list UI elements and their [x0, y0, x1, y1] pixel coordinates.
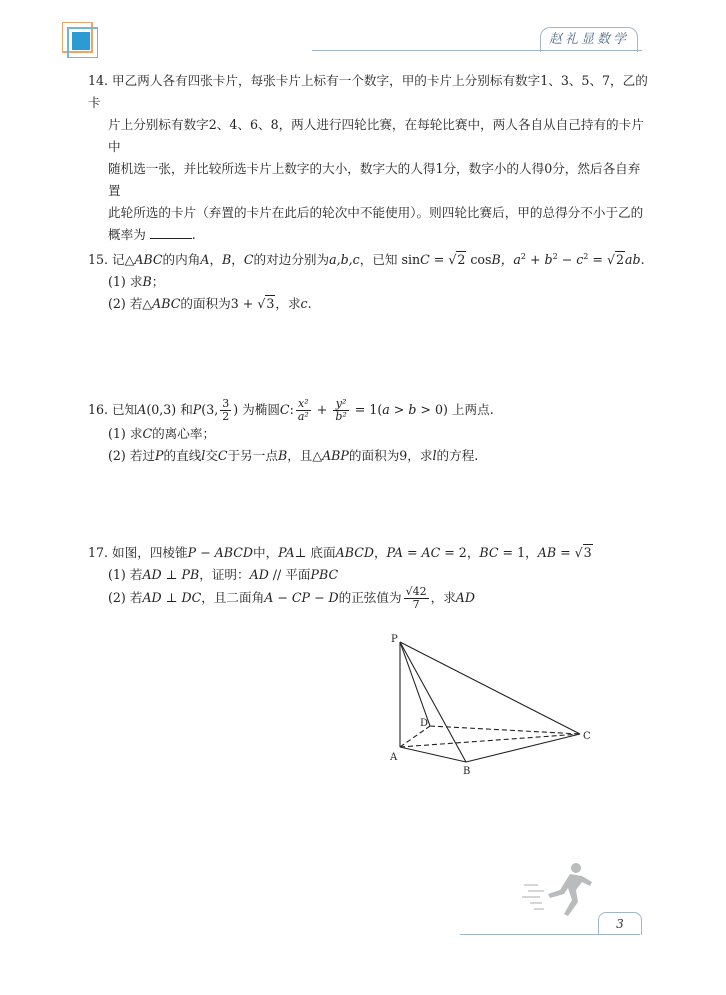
corner-logo-icon: [62, 22, 98, 58]
problem-15: [88, 246, 648, 315]
header-brand: 赵礼显数学: [540, 27, 638, 52]
text: ，且△: [287, 448, 323, 463]
math: C: [217, 448, 228, 463]
fraction: [333, 398, 348, 423]
edge-DC: [430, 726, 580, 734]
math: A: [200, 252, 210, 268]
problem-14-line: 随机选一张，并比较所选卡片上数字的大小，数字大的人得1分，数字小的人得0分，然后各自弃置: [108, 161, 641, 198]
fraction: [220, 398, 231, 423]
math: ABP: [322, 448, 349, 463]
problem-17-stem: 17. 如图，四棱锥P − ABCD中，PA⊥ 底面ABCD，PA = AC = 2，BC = 1，AB = √3: [88, 545, 592, 560]
text: ，: [209, 252, 223, 268]
denominator: a²: [297, 410, 309, 423]
text: 中，: [252, 545, 279, 560]
math: B: [222, 252, 232, 268]
fraction: [296, 398, 311, 423]
text: .: [307, 296, 312, 312]
math: c: [300, 296, 308, 312]
math: B: [277, 448, 288, 463]
text: 的直线: [163, 448, 202, 463]
exponent: 2: [552, 252, 558, 261]
text: (2) 若△: [108, 296, 153, 312]
text: (1) 若: [108, 567, 143, 582]
math: A: [137, 402, 147, 417]
problem-14-line: 此轮所选的卡片（弃置的卡片在此后的轮次中不能使用）。则四轮比赛后，甲的总得分不小于乙的: [108, 205, 644, 220]
math: C: [279, 402, 290, 417]
problem-16-part-1: [88, 423, 648, 445]
text: 的面积为3 +: [180, 296, 258, 312]
math: a > b: [382, 402, 417, 417]
math: AD ⊥ PB: [142, 567, 200, 582]
math: A − CP − D: [264, 590, 339, 605]
math: l: [432, 448, 437, 463]
math: P: [155, 448, 164, 463]
text: =: [556, 545, 575, 560]
text: ，证明：: [199, 567, 250, 582]
text: ，求: [430, 590, 456, 605]
text: ⊥ 底面: [294, 545, 336, 560]
math: AD ⊥ DC: [142, 590, 202, 605]
math: a,b,c: [329, 252, 360, 268]
numerator: √42: [405, 585, 427, 598]
fraction: [404, 586, 429, 611]
problem-14-line: [88, 224, 648, 246]
text: 的对边分别为: [253, 252, 330, 268]
math: B: [142, 274, 152, 290]
text: cos: [466, 252, 492, 268]
text: :: [289, 402, 294, 417]
text: = 1(: [350, 402, 383, 417]
math: l: [201, 448, 206, 463]
problem-14-line: 片上分别标有数字2、4、6、8，两人进行四轮比赛，在每轮比赛中，两人各自从自己持有的卡片中: [108, 117, 644, 154]
problem-16-stem: [88, 398, 648, 423]
sqrt-radicand: 2: [615, 252, 624, 268]
text: (3,: [201, 402, 219, 417]
text: 16. 已知: [88, 402, 138, 417]
text: =: [429, 252, 449, 268]
math: ，a: [500, 252, 521, 268]
text: .: [191, 227, 196, 242]
sqrt-radicand: 3: [266, 296, 275, 312]
text: = 1，: [498, 545, 538, 560]
text: 交: [205, 448, 218, 463]
numerator: x²: [296, 398, 311, 411]
edge-PB: [400, 642, 466, 762]
problem-17-part-1: [88, 564, 648, 586]
text: 的方程.: [436, 448, 479, 463]
text: (2) 若: [108, 590, 143, 605]
text: 15. 记△: [88, 252, 135, 268]
text: +: [312, 402, 332, 417]
page-number: 3: [598, 912, 642, 935]
text: .: [640, 252, 645, 268]
answer-blank: [150, 226, 192, 239]
problem-16: [88, 398, 648, 467]
text: 的面积为9，求: [348, 448, 433, 463]
math: − c: [557, 252, 584, 268]
text: ，已知 sin: [359, 252, 421, 268]
text: 的内角: [162, 252, 201, 268]
text: (1) 求: [108, 274, 143, 290]
denominator: 7: [412, 598, 420, 611]
edge-AB: [400, 747, 466, 762]
sqrt-radicand: 2: [457, 252, 466, 268]
problem-15-part-1: [88, 271, 648, 293]
exponent: 2: [583, 252, 589, 261]
label-B: B: [463, 766, 471, 777]
math: PA: [278, 545, 295, 560]
math: ABCD: [335, 545, 374, 560]
math: BC: [479, 545, 499, 560]
text: ，: [231, 252, 244, 268]
label-P: P: [391, 634, 398, 645]
problem-17: [88, 542, 648, 611]
math: ABC: [134, 252, 163, 268]
label-A: A: [390, 752, 398, 763]
math: ab: [625, 252, 641, 268]
problem-14: [88, 70, 648, 246]
label-D: D: [420, 718, 429, 729]
sqrt-radicand: 3: [583, 545, 592, 560]
math: ABC: [152, 296, 181, 312]
exponent: 2: [520, 252, 526, 261]
text: =: [588, 252, 607, 268]
problem-17-part-2: [88, 586, 648, 611]
problem-14-line: 14. 甲乙两人各有四张卡片，每张卡片上标有一个数字，甲的卡片上分别标有数字1、3、5、7，乙的卡: [88, 73, 648, 110]
math: PA = AC: [386, 545, 441, 560]
math: P: [192, 402, 202, 417]
text: 概率为: [108, 227, 146, 242]
denominator: 2: [222, 410, 230, 423]
text: > 0) 上两点.: [416, 402, 494, 417]
numerator: y²: [333, 398, 348, 411]
math: PBC: [310, 567, 339, 582]
text: ，求: [275, 296, 301, 312]
text: 17. 如图，四棱锥: [88, 545, 188, 560]
math: AB: [537, 545, 557, 560]
math: P − ABCD: [187, 545, 253, 560]
text: (2) 若过: [108, 448, 156, 463]
text: ；: [151, 274, 165, 290]
text: ，: [373, 545, 387, 560]
math: C: [420, 252, 430, 268]
text: ) 为椭圆: [233, 402, 280, 417]
math: C: [243, 252, 254, 268]
math: AD: [249, 567, 269, 582]
text: (1) 求: [108, 426, 143, 441]
text: 的正弦值为: [338, 590, 402, 605]
math: + b: [525, 252, 553, 268]
pyramid-figure: [384, 630, 604, 780]
text: = 2，: [440, 545, 480, 560]
denominator: b²: [335, 410, 347, 423]
edge-AD: [400, 726, 430, 747]
text: // 平面: [268, 567, 311, 582]
numerator: 3: [222, 397, 230, 410]
text: ，且二面角: [201, 590, 265, 605]
problem-15-part-2: (2) 若△ABC的面积为3 + √3，求c.: [108, 296, 312, 312]
math: B: [491, 252, 501, 268]
math: C: [142, 426, 153, 441]
text: (0,3) 和: [146, 402, 193, 417]
problem-16-part-2: [88, 445, 648, 467]
math: AD: [455, 590, 475, 605]
text: 的离心率；: [152, 426, 216, 441]
text: 于另一点: [227, 448, 278, 463]
problem-15-stem: 15. 记△ABC的内角A，B，C的对边分别为a,b,c，已知 sinC = √2 cosB，$a^2 + b^2 - c^2 = √2ab$.: [88, 252, 645, 268]
label-C: C: [583, 731, 591, 742]
runner-decoration-icon: [520, 860, 600, 920]
